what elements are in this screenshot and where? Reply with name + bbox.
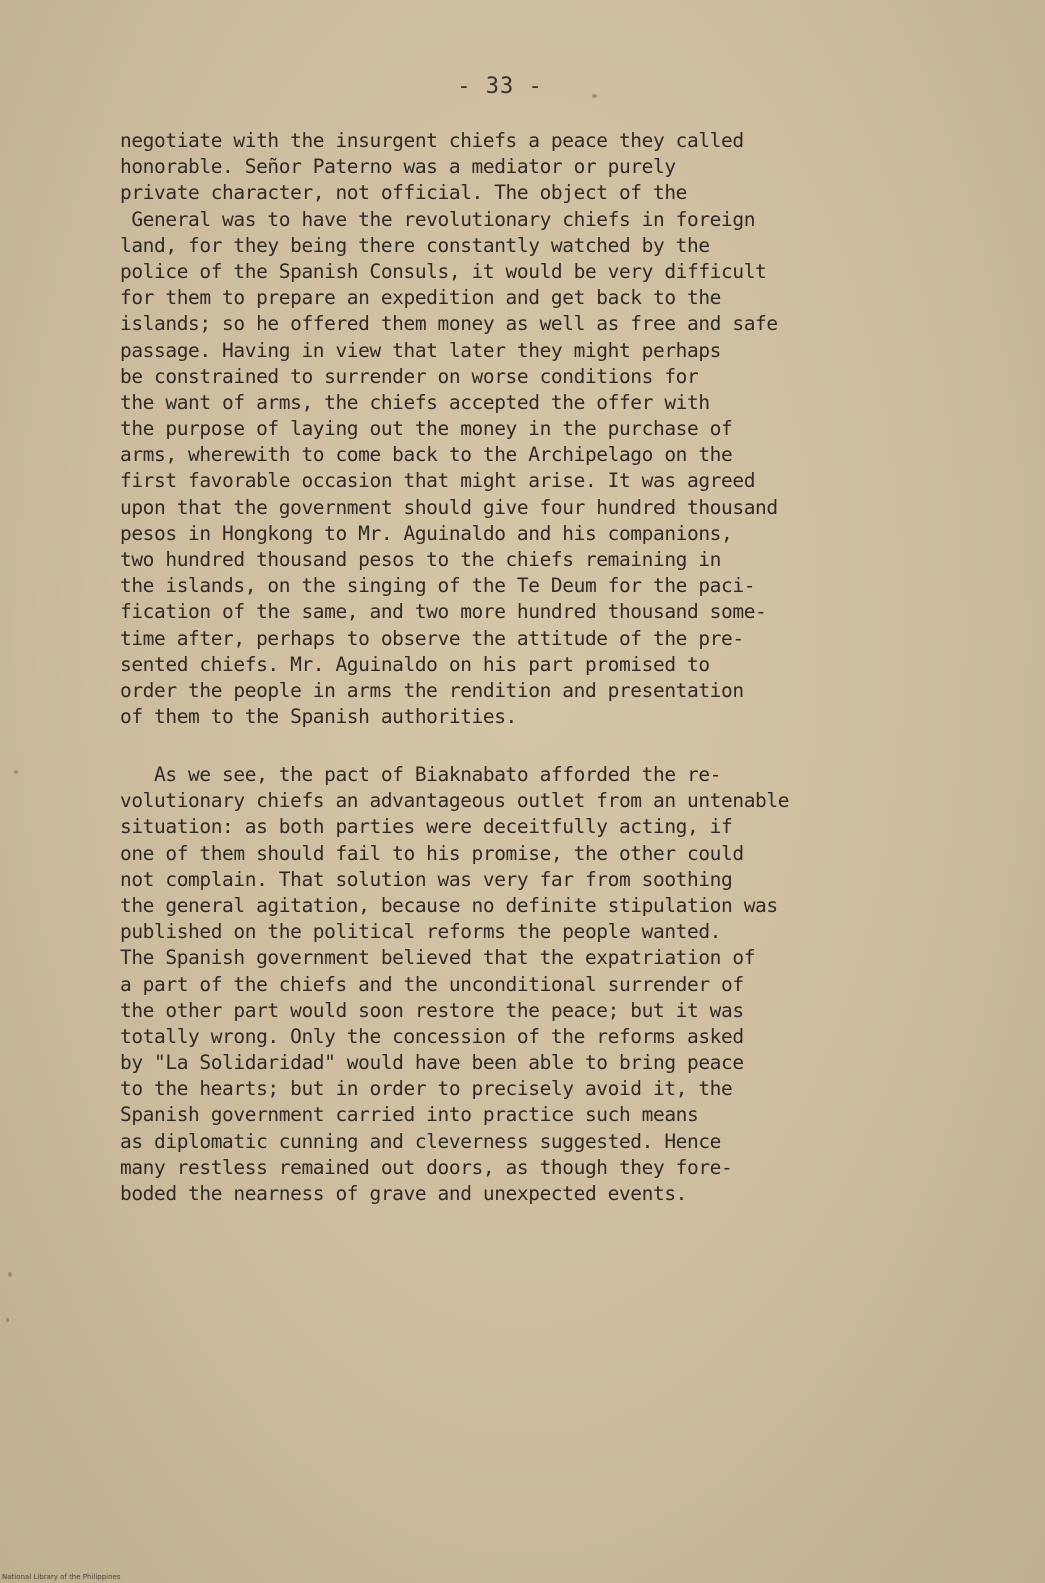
text-line: pesos in Hongkong to Mr. Aguinaldo and his companions, [120,521,733,545]
text-line: situation: as both parties were deceitfully acting, if [120,815,733,839]
paper-speck [8,1272,12,1277]
text-line: by "La Solidaridad" would have been able to bring peace [120,1051,744,1075]
text-line: totally wrong. Only the concession of the reforms asked [120,1024,744,1048]
text-line: fication of the same, and two more hundred thousand some- [120,600,767,624]
text-line: passage. Having in view that later they might perhaps [120,338,722,362]
text-line: boded the nearness of grave and unexpected events. [120,1182,687,1205]
text-line: upon that the government should give four hundred thousand [120,495,778,519]
text-line: As we see, the pact of Biaknabato afforded the re- [120,763,722,786]
text-line: land, for they being there constantly watched by the [120,233,710,257]
text-line: General was to have the revolutionary chiefs in foreign [120,207,756,231]
text-line: for them to prepare an expedition and get back to the [120,286,722,310]
text-line: private character, not official. The object of the [120,181,687,205]
text-line: the other part would soon restore the peace; but it was [120,998,744,1022]
text-line: many restless remained out doors, as though they fore- [120,1155,733,1179]
text-line: honorable. Señor Paterno was a mediator or purely [120,155,676,179]
paper-speck [6,1318,9,1322]
text-line: the islands, on the singing of the Te Deum for the paci- [120,574,756,598]
page-number: - 33 - [457,74,543,99]
library-footer: National Library of the Philippines [2,1573,121,1581]
text-line: to the hearts; but in order to precisely avoid it, the [120,1077,733,1101]
text-line: the want of arms, the chiefs accepted the offer with [120,390,710,414]
text-line: not complain. That solution was very far from soothing [120,867,733,891]
text-line: police of the Spanish Consuls, it would be very difficult [120,259,767,283]
text-line: arms, wherewith to come back to the Archipelago on the [120,443,733,467]
text-line: the purpose of laying out the money in the purchase of [120,417,733,441]
paper-speck [14,770,18,774]
text-line: The Spanish government believed that the expatriation of [120,946,756,970]
text-line: time after, perhaps to observe the attitude of the pre- [120,626,744,650]
paragraph-2 [120,762,789,1207]
paragraph-1 [120,128,778,730]
text-line: islands; so he offered them money as well as free and safe [120,312,778,336]
text-line: the general agitation, because no definite stipulation was [120,893,778,917]
text-line: a part of the chiefs and the unconditional surrender of [120,972,744,996]
text-line: as diplomatic cunning and cleverness suggested. Hence [120,1129,722,1153]
text-line: sented chiefs. Mr. Aguinaldo on his part promised to [120,652,710,676]
text-line: two hundred thousand pesos to the chiefs remaining in [120,548,722,571]
text-line: one of them should fail to his promise, the other could [120,841,744,865]
text-line: be constrained to surrender on worse conditions for [120,364,699,388]
text-line: Spanish government carried into practice such means [120,1103,699,1127]
text-line: first favorable occasion that might arise. It was agreed [120,469,756,493]
text-line: order the people in arms the rendition and presentation [120,678,744,702]
text-line: published on the political reforms the people wanted. [120,920,722,944]
text-line: negotiate with the insurgent chiefs a peace they called [120,129,744,152]
text-line: volutionary chiefs an advantageous outlet from an untenable [120,789,790,813]
text-line: of them to the Spanish authorities. [120,705,517,729]
